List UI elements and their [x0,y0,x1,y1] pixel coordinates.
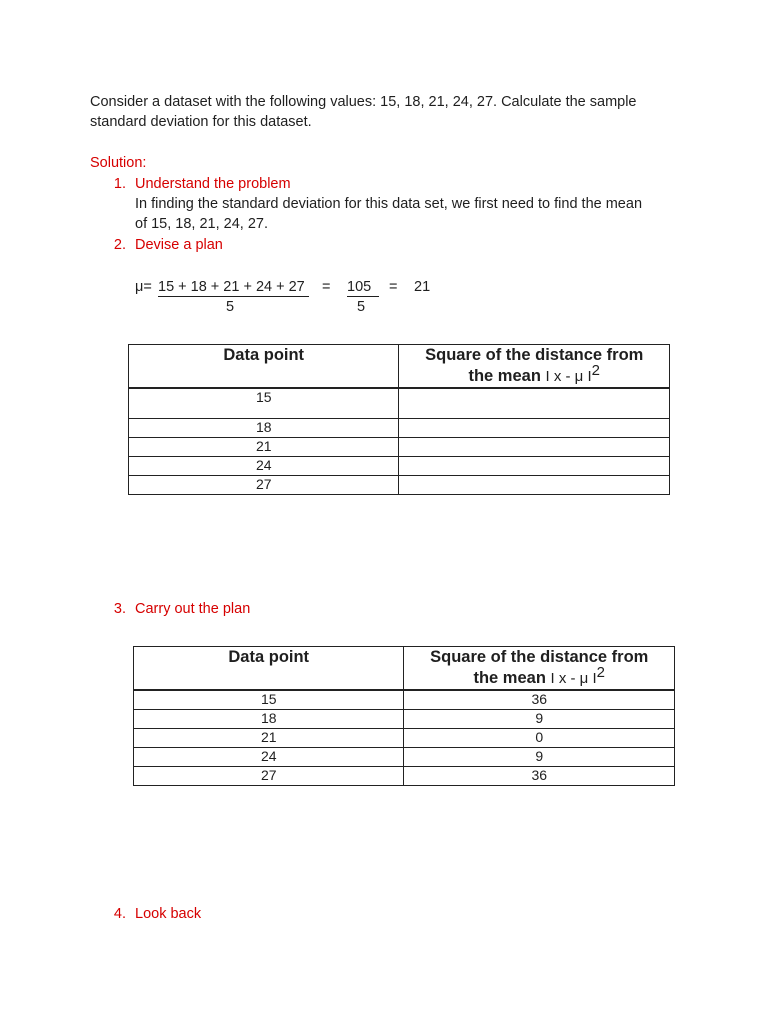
table-row [134,728,675,747]
sum-numerator [347,277,379,297]
step-2-number: 2. [113,237,126,253]
mean-result: 21 [414,279,431,295]
data-point-cell: 27 [129,475,399,494]
mean-numerator [158,277,309,297]
data-point-cell: 27 [134,766,404,785]
mean-equals-1: = [322,279,331,295]
header-data-point-text: Data point [228,648,310,666]
table-row [129,418,670,437]
square-distance-cell: 36 [404,690,675,709]
table-row [134,766,675,785]
table-row [134,747,675,766]
table-header-row [134,647,675,691]
table-row [129,456,670,475]
problem-line-2: standard deviation for this dataset. [90,114,312,130]
header-the-mean: the mean [468,367,541,385]
header-square-distance [399,345,670,389]
step-2-label: Devise a plan [135,237,223,253]
square-distance-cell: 36 [404,766,675,785]
table-row [129,475,670,494]
understand-line-1: In finding the standard deviation for this data set, we first need to find the mean [135,196,643,212]
header-the-mean: the mean [473,669,546,687]
square-distance-cell [399,437,670,456]
header-square-line-1: Square of the distance from [430,648,649,666]
header-data-point-text: Data point [223,346,305,364]
square-distance-cell [399,456,670,475]
header-square-distance [404,647,675,691]
header-data-point [129,345,399,389]
header-abs-expression: I x - μ I [545,368,592,385]
header-square-line-2 [399,362,669,387]
header-square-line-2 [404,664,674,689]
table-row [134,690,675,709]
problem-line-1: Consider a dataset with the following values: 15, 18, 21, 24, 27. Calculate the sample [90,94,637,110]
understand-line-2: of 15, 18, 21, 24, 27. [135,216,269,232]
solution-label: Solution: [90,155,147,171]
mean-denominator: 5 [226,299,235,315]
step-4-label: Look back [135,906,202,922]
data-point-cell: 24 [129,456,399,475]
mean-numerator-text: 15 + 18 + 21 + 24 + 27 [158,279,309,297]
header-exponent: 2 [596,664,605,681]
sum-denominator: 5 [357,299,366,315]
data-point-cell: 21 [134,728,404,747]
data-point-cell: 24 [134,747,404,766]
step-4-number: 4. [113,906,126,922]
distance-table-filled [133,646,675,786]
table-row [129,388,670,418]
step-3-number: 3. [113,601,126,617]
step-1-number: 1. [113,176,126,192]
mean-symbol: μ= [135,279,152,295]
understand-text [135,194,642,234]
step-3-label: Carry out the plan [135,601,251,617]
sum-numerator-text: 105 [347,279,379,297]
table-row [129,437,670,456]
square-distance-cell: 9 [404,747,675,766]
data-point-cell: 18 [129,418,399,437]
problem-statement [90,92,637,132]
data-point-cell: 15 [134,690,404,709]
header-square-line-1: Square of the distance from [425,346,644,364]
data-point-cell: 18 [134,709,404,728]
mean-equals-2: = [389,279,398,295]
square-distance-cell: 0 [404,728,675,747]
square-distance-cell [399,388,670,418]
header-abs-expression: I x - μ I [550,670,597,687]
table-row [134,709,675,728]
data-point-cell: 15 [129,388,399,418]
square-distance-cell [399,475,670,494]
step-1-label: Understand the problem [135,176,291,192]
table-header-row [129,345,670,389]
square-distance-cell: 9 [404,709,675,728]
distance-table-empty [128,344,670,495]
header-data-point [134,647,404,691]
data-point-cell: 21 [129,437,399,456]
square-distance-cell [399,418,670,437]
header-exponent: 2 [591,362,600,379]
